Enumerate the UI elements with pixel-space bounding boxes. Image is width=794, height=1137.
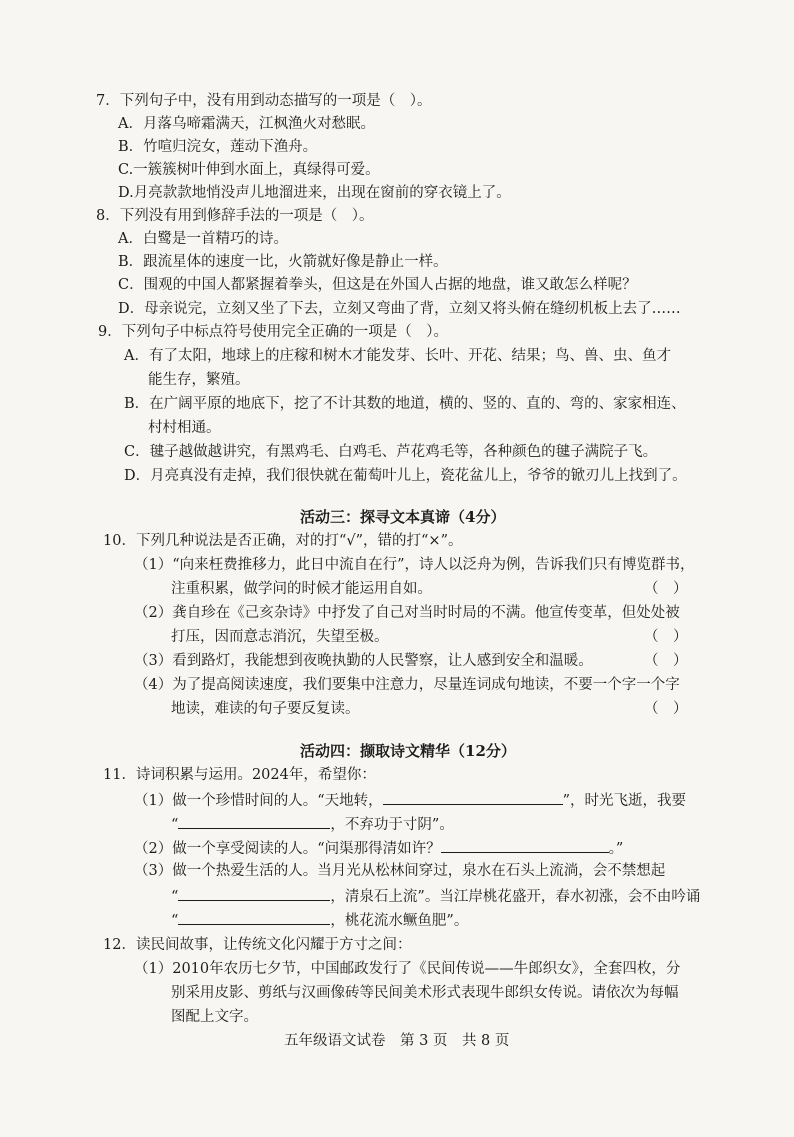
q9-stem: 9．下列句子中标点符号使用完全正确的一项是（ ）。: [98, 324, 448, 340]
section-3-title: 活动三：探寻文本真谛（4分）: [300, 508, 506, 526]
q11-blank-3[interactable]: [441, 836, 609, 853]
q7-stem: 7．下列句子中，没有用到动态描写的一项是（ ）。: [96, 93, 432, 109]
q11-part3c-prefix: “: [171, 913, 179, 929]
q8-option-c: C．围观的中国人都紧握着拳头，但这是在外国人占据的地盘，谁又敢怎么样呢？: [118, 277, 637, 293]
q10-statement-1-line1: （1）“向来枉费推移力，此日中流自在行”，诗人以泛舟为例，告诉我们只有博览群书，: [134, 557, 695, 573]
q10-statement-2-line2: 打压，因而意志消沉，失望至极。: [171, 629, 389, 645]
q11-part1-suffix: ”，时光飞逝，我要: [562, 793, 687, 809]
q10-statement-1-line2: 注重积累，做学问的时候才能运用自如。: [171, 581, 432, 597]
q11-blank-4[interactable]: [178, 884, 330, 901]
q7-option-b: B．竹喧归浣女，莲动下渔舟。: [118, 139, 318, 155]
q11-part2-suffix: 。”: [608, 841, 624, 857]
q11-part3c-suffix: ，桃花流水鳜鱼肥”。: [330, 913, 469, 929]
q11-part1b-prefix: “: [171, 817, 179, 833]
q10-answer-paren-4[interactable]: （ ）: [644, 701, 688, 717]
q11-part3-line2: [171, 884, 700, 908]
q8-option-d: D．母亲说完，立刻又坐了下去，立刻又弯曲了背，立刻又将头俯在缝纫机板上去了……: [118, 301, 681, 317]
q11-part2-prefix: （2）做一个享受阅读的人。“问渠那得清如许？: [134, 841, 441, 857]
q11-part1b-suffix: ，不弃功于寸阴”。: [330, 817, 454, 833]
q9-option-d: D．月亮真没有走掉，我们很快就在葡萄叶儿上，瓷花盆儿上，爷爷的锨刃儿上找到了。: [124, 468, 687, 484]
q7-option-c: C.一簇簇树叶伸到水面上，真绿得可爱。: [118, 162, 380, 178]
q11-blank-2[interactable]: [178, 812, 330, 829]
q9-option-a-line1: A．有了太阳，地球上的庄稼和树木才能发芽、长叶、开花、结果；鸟、兽、虫、鱼才: [124, 348, 671, 364]
q12-stem: 12．读民间故事，让传统文化闪耀于方寸之间：: [103, 937, 412, 953]
q12-part1-line3: 图配上文字。: [171, 1009, 258, 1025]
q7-option-a: A．月落乌啼霜满天，江枫渔火对愁眠。: [118, 116, 375, 132]
q10-statement-2-line1: （2）龚自珍在《己亥杂诗》中抒发了自己对当时时局的不满。他宣传变革，但处处被: [134, 605, 680, 621]
q8-option-a: A．白鹭是一首精巧的诗。: [118, 231, 288, 247]
q12-part1-line2: 别采用皮影、剪纸与汉画像砖等民间美术形式表现牛郎织女传说。请依次为每幅: [171, 985, 679, 1001]
q11-part3-line1: （3）做一个热爱生活的人。当月光从松林间穿过，泉水在石头上流淌，会不禁想起: [134, 863, 666, 879]
q10-answer-paren-1[interactable]: （ ）: [644, 581, 688, 597]
q9-option-b-line1: B．在广阔平原的地底下，挖了不计其数的地道，横的、竖的、直的、弯的、家家相连、: [124, 396, 686, 412]
q11-stem: 11．诗词积累与运用。2024年，希望你：: [103, 767, 376, 783]
q10-answer-paren-2[interactable]: （ ）: [644, 629, 688, 645]
q8-option-b: B．跟流星体的速度一比，火箭就好像是静止一样。: [118, 254, 448, 270]
q11-part3-line3: [171, 908, 468, 932]
q10-statement-3: （3）看到路灯，我能想到夜晚执勤的人民警察，让人感到安全和温暖。: [134, 653, 593, 669]
q11-part1-line2: [171, 812, 454, 836]
q12-part1-line1: （1）2010年农历七夕节，中国邮政发行了《民间传说——牛郎织女》，全套四枚，分: [134, 961, 681, 977]
q11-blank-1[interactable]: [383, 788, 563, 805]
q11-part1-prefix: （1）做一个珍惜时间的人。“天地转，: [134, 793, 383, 809]
q9-option-a-line2: 能生存，繁殖。: [148, 372, 250, 388]
q11-part2: [134, 836, 623, 860]
q9-option-b-line2: 村村相通。: [148, 420, 221, 436]
section-4-title: 活动四：撷取诗文精华（12分）: [300, 742, 516, 760]
q10-answer-paren-3[interactable]: （ ）: [644, 653, 688, 669]
q7-option-d: D.月亮款款地悄没声儿地溜进来，出现在窗前的穿衣镜上了。: [118, 185, 511, 201]
q10-statement-4-line2: 地读，难读的句子要反复读。: [171, 701, 360, 717]
q11-blank-5[interactable]: [178, 908, 330, 925]
q10-statement-4-line1: （4）为了提高阅读速度，我们要集中注意力，尽量连词成句地读，不要一个字一个字: [134, 677, 680, 693]
q11-part3b-suffix: ，清泉石上流”。当江岸桃花盛开，春水初涨，会不由吟诵: [330, 889, 701, 905]
q11-part1-line1: [134, 788, 686, 812]
q10-stem: 10．下列几种说法是否正确，对的打“√”，错的打“×”。: [103, 533, 463, 549]
q8-stem: 8．下列没有用到修辞手法的一项是（ ）。: [96, 208, 374, 224]
q11-part3b-prefix: “: [171, 889, 179, 905]
q9-option-c: C．毽子越做越讲究，有黑鸡毛、白鸡毛、芦花鸡毛等，各种颜色的毽子满院子飞。: [124, 444, 658, 460]
page-footer: 五年级语文试卷 第 3 页 共 8 页: [284, 1033, 510, 1049]
